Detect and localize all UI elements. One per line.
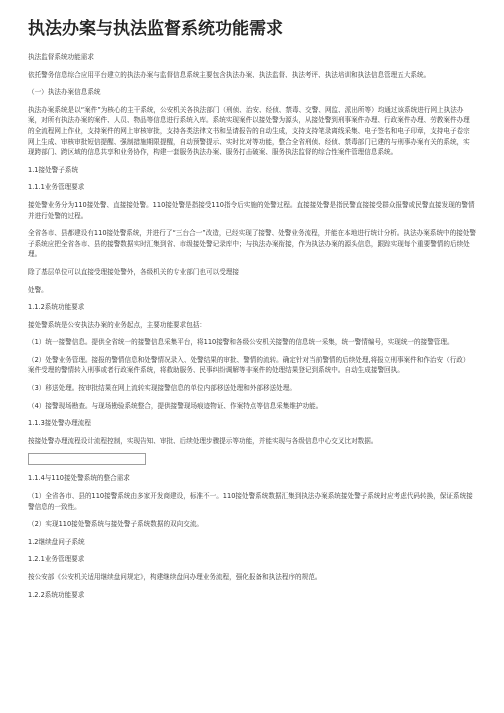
list-item: （4）接警现场勘查。与现场勘验系统整合，提供接警现场痕迹物证、作案特点等信息采集维护功能。: [28, 401, 323, 410]
body-paragraph: 接处警业务分为110接处警、直接接处警。110接处警是指接受110指令后实施的处警过程。直接接处警是指民警直接接受群众报警或民警直接发现的警情并进行处警的过程。: [28, 200, 475, 220]
list-item: （3）移送处理。按审批结果在网上流转实现接警信息的单位内部移送处理和外部移送处理。: [28, 384, 296, 393]
list-item: （2）实现110接处警系统与接处警子系统数据的双向交流。: [28, 520, 204, 529]
list-item: （2）处警业务管理。接报的警情信息和处警情况录入、处警结果的审批、警情的流转。确定针对当前警情的后续处理,将报立刑事案件和作治安（行政）案件受理的警情转入刑事或者行政案件系统，将救助服务、民事纠纷调解等非案件的处理结果登记到系统中。自动生成接警回执。: [28, 355, 470, 375]
subsection-heading: 1.1.2系统功能要求: [28, 303, 85, 312]
body-paragraph: 处警。: [28, 285, 48, 294]
subsection-heading: 1.1.4与110接处警系统的整合需求: [28, 474, 130, 483]
body-paragraph: 除了基层单位可以直接受理接处警外，各级机关的专业部门也可以受理接: [28, 267, 239, 276]
subsection-heading: 1.2.2系统功能要求: [28, 590, 85, 599]
body-paragraph: 按接处警办理流程设计流程控制，实现告知、审批、后续处理步骤提示等功能，并能实现与各级信息中心交叉比对数据。: [28, 436, 378, 445]
intro-paragraph: 依托警务信息综合应用平台建立的执法办案与监督信息系统主要包含执法办案、执法监督、执法考评、执法培训和执法信息管理五大系统。: [28, 70, 431, 79]
subsection-heading: 1.1.3接处警办理流程: [28, 419, 91, 428]
subsection-heading: 1.2.1业务管理要求: [28, 555, 85, 564]
section-heading: （一）执法办案信息系统: [28, 88, 101, 97]
body-paragraph: 接处警系统是公安执法办案的业务起点，主要功能要求包括：: [28, 320, 207, 329]
image-placeholder: [28, 453, 146, 465]
subsection-heading: 1.2继续盘问子系统: [28, 537, 85, 546]
subsection-heading: 1.1.1业务管理要求: [28, 183, 85, 192]
subtitle: 执法监督系统功能需求: [28, 53, 94, 61]
body-paragraph: 全省各市、县都建设有110接处警系统，并进行了“三台合一”改造，已经实现了接警、处警业务流程，并能在本地进行统计分析。执法办案系统中的接处警子系统应把全省各市、县的接警数据实时汇集到省、市级接处警记录库中；与执法办案衔接，作为执法办案的源头信息，跟踪实现每个重要警情的后续处理。: [28, 229, 477, 259]
list-item: （1）统一接警信息。提供全省统一的接警信息采集平台，将110接警和各级公安机关接警的信息统一采集，统一警情编号，实现统一的接警管理。: [28, 338, 454, 347]
subsection-heading: 1.1接处警子系统: [28, 165, 79, 174]
body-paragraph: 按公安部《公安机关适用继续盘问规定》，构建继续盘问办理业务流程，强化报备和执法程序的规范。: [28, 573, 322, 581]
body-paragraph: 执法办案系统是以“案件”为核心的主干系统，公安机关各执法部门（刑侦、治安、经侦、禁毒、交警、网监、派出所等）均通过该系统进行网上执法办案，对所有执法办案的案件、人员、物品等信息进行系统入库。系统实现案件以接处警为源头，从接处警到刑事案件办理、行政案件办理、劳教案件办理的全流程网上作业，支持案件的网上审核审批，支持各类法律文书和呈请报告的自动生成，支持支持笔录离线采集、电子签名和电子印章，支持电子卷宗网上生成、审核审批短信提醒、强制措施期限提醒，自动预警提示、实时比对等功能，整合全省刑侦、经侦、禁毒部门已建的与刑事办案有关的系统，实现跨部门、跨区域的信息共享和业务协作，构建一套服务执法办案、服务打击破案、服务执法监督的综合性案件管理信息系统。: [28, 105, 470, 157]
list-item: （1）全省各市、县的110接警系统由多家开发商建设，标准不一。110接处警系统数据汇集到执法办案系统接处警子系统时应考虑代码转换，保证系统接警信息的一致性。: [28, 492, 473, 511]
document-title: 执法办案与执法监督系统功能需求: [28, 19, 283, 39]
